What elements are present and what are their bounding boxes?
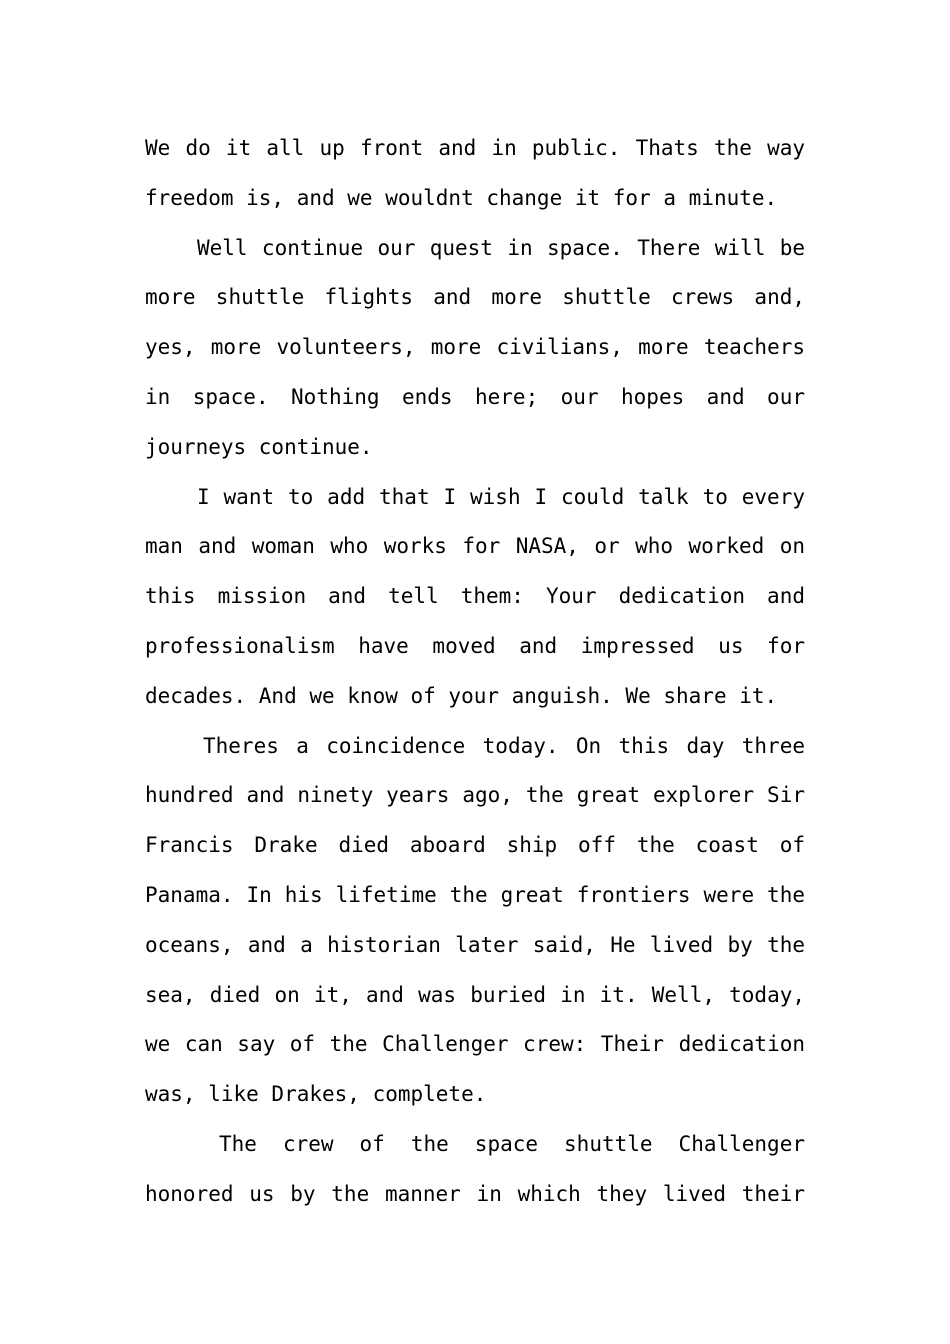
document-body bbox=[145, 124, 805, 1220]
paragraph-freedom: We do it all up front and in public. Thats the way freedom is, and we wouldnt change it for a minute. bbox=[145, 136, 805, 210]
paragraph-nasa-dedication: I want to add that I wish I could talk to every man and woman who works for NASA, or who worked on this mission and tell them: Your dedication and professionalism have moved and impressed us for decades. And we know of your anguish. We share it. bbox=[145, 484, 805, 708]
paragraph-quest-in-space: Well continue our quest in space. There will be more shuttle flights and more shuttle crews and, yes, more volunteers, more civilians, more teachers in space. Nothing ends here; our hopes and our journeys continue. bbox=[145, 235, 805, 459]
paragraph-challenger-crew: The crew of the space shuttle Challenger honored us by the manner in which they lived their bbox=[145, 1131, 805, 1206]
paragraph-drake-coincidence: Theres a coincidence today. On this day three hundred and ninety years ago, the great explorer Sir Francis Drake died aboard ship off the coast of Panama. In his lifetime the great frontiers were the oceans, and a historian later said, He lived by the sea, died on it, and was buried in it. Well, today, we can say of the Challenger crew: Their dedication was, like Drakes, complete. bbox=[145, 733, 805, 1107]
